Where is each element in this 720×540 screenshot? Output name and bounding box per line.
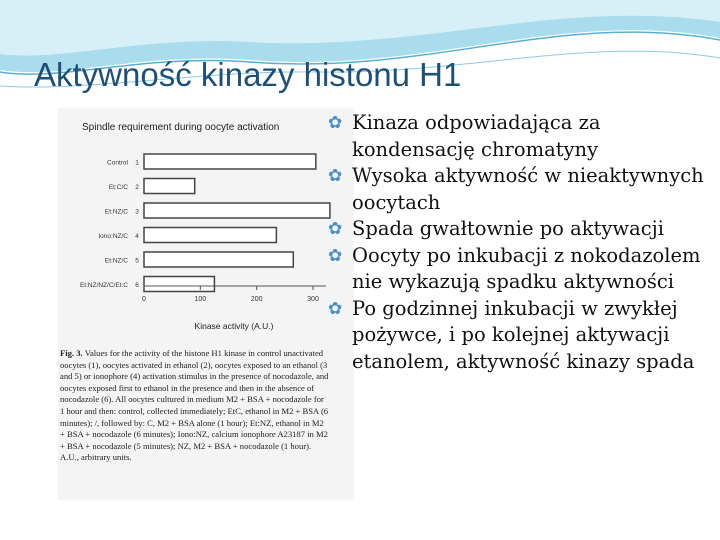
bullet-item <box>328 216 714 243</box>
row-number-label: 1 <box>135 159 139 167</box>
figure-panel <box>58 108 354 500</box>
bullet-text: Wysoka aktywność w nieaktywnych oocytach <box>352 164 704 214</box>
flower-bullet-icon <box>328 110 342 137</box>
flower-bullet-icon <box>328 163 342 190</box>
bullet-text: Po godzinnej inkubacji w zwykłej pożywce, i po kolejnej aktywacji etanolem, aktywność kinazy spada <box>352 296 695 373</box>
category-label: Control <box>107 159 128 167</box>
bullet-item <box>328 243 714 296</box>
bar-3 <box>144 203 330 218</box>
x-tick-label: 300 <box>307 296 319 303</box>
flower-bullet-icon <box>328 216 342 243</box>
row-number-label: 5 <box>135 257 139 265</box>
category-label: Et:NZ/NZ/C/Et:C <box>79 282 128 289</box>
x-tick-label: 100 <box>194 296 207 303</box>
figure-caption <box>60 348 330 464</box>
flower-bullet-icon <box>328 296 342 323</box>
x-tick-label: 200 <box>250 296 263 303</box>
bar-1 <box>144 154 316 169</box>
chart-title: Spindle requirement during oocyte activation <box>82 122 280 133</box>
kinase-bar-chart <box>58 108 354 348</box>
category-label: Et:NZ/C <box>104 257 128 265</box>
row-number-label: 2 <box>135 184 139 191</box>
category-label: Et:C/C <box>108 184 128 191</box>
bullet-item <box>328 296 714 376</box>
bar-4 <box>144 228 276 243</box>
caption-label: Fig. 3. <box>60 348 83 358</box>
slide-title: Aktywność kinazy histonu H1 <box>34 56 462 93</box>
bar-2 <box>144 179 195 194</box>
bar-6 <box>144 277 214 292</box>
bullet-text: Kinaza odpowiadająca za kondensację chromatyny <box>352 111 601 161</box>
caption-text: Values for the activity of the histone H1 kinase in control unactivated oocytes (1), oocytes activated in ethanol (2), oocytes exposed to an ethanol (3 and 5) or ionophore (4) activation stimulus in the presence of nocodazole, and oocytes exposed first to ethanol in the presence and then in the absence of nocodazole (6). All oocytes cultured in medium M2 + BSA + nocodazole for 1 hour and then: control, collected immediately; EtC, ethanol in M2 + BSA (6 minutes); /, followed by: C, M2 + BSA alone (1 hour); Et:NZ, ethanol in M2 + BSA + nocodazole (6 minutes); Iono:NZ, calcium ionophore A23187 in M2 + BSA + nocodazole (5 minutes); NZ, M2 + BSA + nocodazole (1 hour). A.U., arbitrary units. <box>60 348 329 463</box>
category-label: Iono:NZ/C <box>98 233 128 240</box>
row-number-label: 3 <box>135 208 139 216</box>
row-number-label: 6 <box>135 282 139 289</box>
x-tick-label: 0 <box>142 296 146 303</box>
bullet-item <box>328 163 714 216</box>
bar-5 <box>144 252 293 267</box>
bullet-item <box>328 110 714 163</box>
x-axis-label: Kinase activity (A.U.) <box>194 321 274 331</box>
flower-bullet-icon <box>328 243 342 270</box>
bullet-list <box>328 110 714 375</box>
category-label: Et:NZ/C <box>104 208 128 216</box>
bullet-text: Spada gwałtownie po aktywacji <box>352 217 664 240</box>
row-number-label: 4 <box>135 233 139 240</box>
bullet-text: Oocyty po inkubacji z nokodazolem nie wykazują spadku aktywności <box>352 243 701 293</box>
